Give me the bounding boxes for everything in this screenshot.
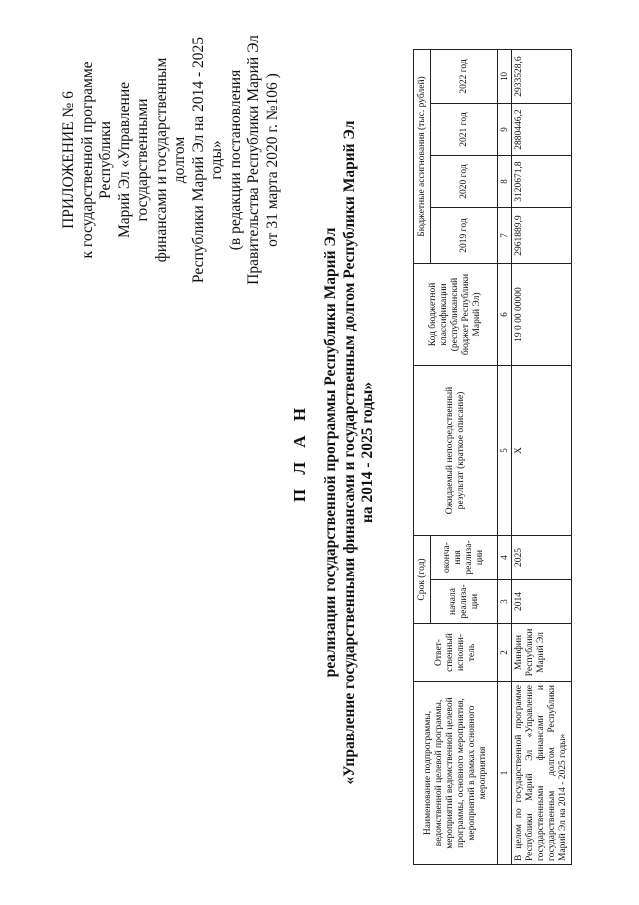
row-value: 2880446,2 <box>512 104 572 156</box>
header-budget-code: Код бюджетной классификации (республиканский бюджет Республики Марий Эл) <box>414 264 498 366</box>
appendix-line: ПРИЛОЖЕНИЕ № 6 <box>60 91 77 229</box>
column-number: 3 <box>498 580 512 624</box>
row-start: 2014 <box>512 580 572 624</box>
row-value: 2961889,9 <box>512 208 572 264</box>
column-number: 2 <box>498 624 512 682</box>
header-allocations: Бюджетные ассигнования (тыс. рублей) <box>414 49 431 263</box>
header-term: Срок (год) <box>414 536 431 624</box>
row-name: В целом по государственной программе Республики Марий Эл «Управление государственными финансами и государственным долгом Республики Марий Эл на 2014 - 2025 годы» <box>512 682 572 865</box>
plan-table <box>413 49 572 865</box>
plan-subtitle-line: «Управление государственными финансами и государственным долгом Республики Марий Эл <box>340 120 358 785</box>
appendix-line: Марий Эл «Управление государственными <box>115 82 151 238</box>
header-result: Ожидаемый непосредственный результат (краткое описание) <box>414 366 498 536</box>
column-number: 6 <box>498 264 512 366</box>
column-number: 4 <box>498 536 512 580</box>
plan-subtitle-line: реализации государственной программы Республики Марий Эл <box>322 227 339 678</box>
header-name: Наименование подпрограммы, ведомственной целевой программы, мероприятий ведомственной целевой программы, основного мероприятия, мероприятий в рамках основного мероприятия <box>414 682 498 865</box>
plan-subtitle-line: на 2014 - 2025 годы» <box>359 382 376 523</box>
appendix-line: (в редакции постановления <box>226 69 244 251</box>
appendix-line: от 31 марта 2020 г. №106 ) <box>263 73 281 247</box>
plan-heading <box>290 0 378 905</box>
column-number: 5 <box>498 366 512 536</box>
header-year: 2020 год <box>431 156 498 208</box>
header-row <box>414 49 431 864</box>
row-end: 2025 <box>512 536 572 580</box>
row-value: 2933528,6 <box>512 49 572 103</box>
header-end: оконча-ния реализа-ции <box>431 536 498 580</box>
plan-title: П Л А Н <box>290 402 309 503</box>
appendix-block <box>60 35 282 285</box>
column-number: 9 <box>498 104 512 156</box>
column-number: 8 <box>498 156 512 208</box>
appendix-line: Республики Марий Эл на 2014 - 2025 годы» <box>189 36 225 284</box>
column-number: 1 <box>498 682 512 865</box>
column-number-row <box>498 49 512 864</box>
header-year: 2021 год <box>431 104 498 156</box>
header-year: 2022 год <box>431 49 498 103</box>
column-number: 7 <box>498 208 512 264</box>
row-code: 19 0 00 00000 <box>512 264 572 366</box>
header-responsible: Ответ-ственный исполни-тель <box>414 624 498 682</box>
appendix-line: к государственной программе Республики <box>78 61 114 259</box>
column-number: 10 <box>498 49 512 103</box>
appendix-line: Правительства Республики Марий Эл <box>245 35 262 285</box>
header-start: начала реализа-ции <box>431 580 498 624</box>
row-value: 3120671,8 <box>512 156 572 208</box>
header-year: 2019 год <box>431 208 498 264</box>
table-row <box>512 49 572 864</box>
row-responsible: Минфин Республики Марий Эл <box>512 624 572 682</box>
appendix-line: финансами и государственным долгом <box>152 57 188 263</box>
row-result: Х <box>512 366 572 536</box>
